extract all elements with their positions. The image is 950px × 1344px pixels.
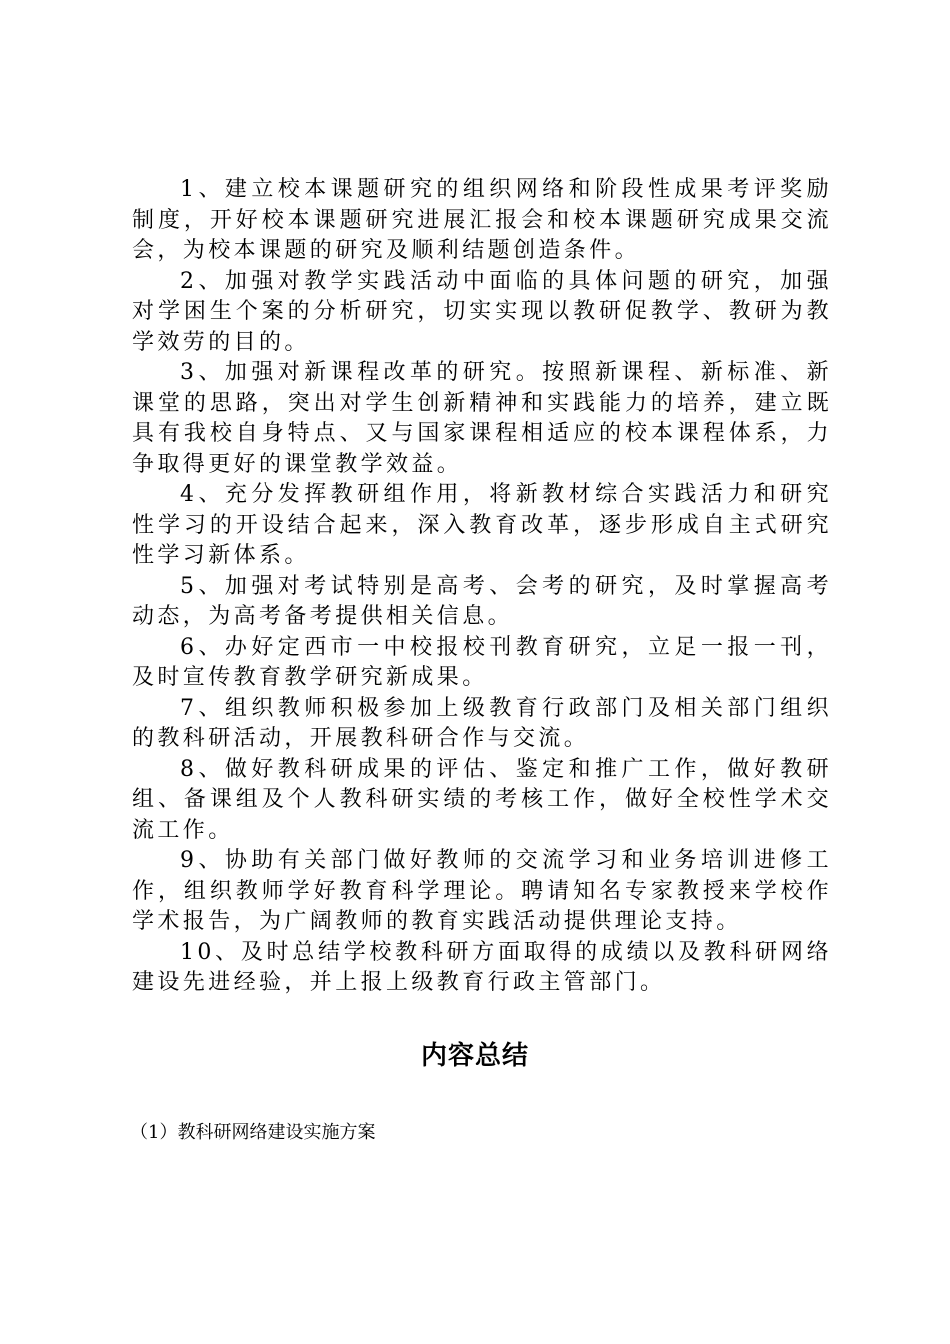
- document-body: [132, 175, 832, 999]
- paragraph-6: 6、办好定西市一中校报校刊教育研究，立足一报一刊，及时宣传教育教学研究新成果。: [132, 634, 832, 690]
- paragraph-8: 8、做好教科研成果的评估、鉴定和推广工作，做好教研组、备课组及个人教科研实绩的考核工作，做好全校性学术交流工作。: [132, 756, 832, 843]
- paragraph-2: 2、加强对教学实践活动中面临的具体问题的研究，加强对学困生个案的分析研究，切实实现以教研促教学、教研为教学效劳的目的。: [132, 268, 832, 355]
- paragraph-7: 7、组织教师积极参加上级教育行政部门及相关部门组织的教科研活动，开展教科研合作与交流。: [132, 695, 832, 751]
- paragraph-9: 9、协助有关部门做好教师的交流学习和业务培训进修工作，组织教师学好教育科学理论。聘请知名专家教授来学校作学术报告，为广阔教师的教育实践活动提供理论支持。: [132, 848, 832, 934]
- summary-item: （1）教科研网络建设实施方案: [130, 1122, 376, 1143]
- paragraph-3: 3、加强对新课程改革的研究。按照新课程、新标准、新课堂的思路，突出对学生创新精神和实践能力的培养，建立既具有我校自身特点、又与国家课程相适应的校本课程体系，力争取得更好的课堂教学效益。: [132, 360, 832, 477]
- paragraph-4: 4、充分发挥教研组作用，将新教材综合实践活力和研究性学习的开设结合起来，深入教育改革，逐步形成自主式研究性学习新体系。: [132, 482, 832, 568]
- paragraph-1: 1、建立校本课题研究的组织网络和阶段性成果考评奖励制度，开好校本课题研究进展汇报会和校本课题研究成果交流会，为校本课题的研究及顺利结题创造条件。: [132, 177, 832, 263]
- paragraph-10: 10、及时总结学校教科研方面取得的成绩以及教科研网络建设先进经验，并上报上级教育行政主管部门。: [132, 939, 832, 995]
- summary-title: 内容总结: [420, 1041, 529, 1071]
- paragraph-5: 5、加强对考试特别是高考、会考的研究，及时掌握高考动态，为高考备考提供相关信息。: [132, 573, 832, 629]
